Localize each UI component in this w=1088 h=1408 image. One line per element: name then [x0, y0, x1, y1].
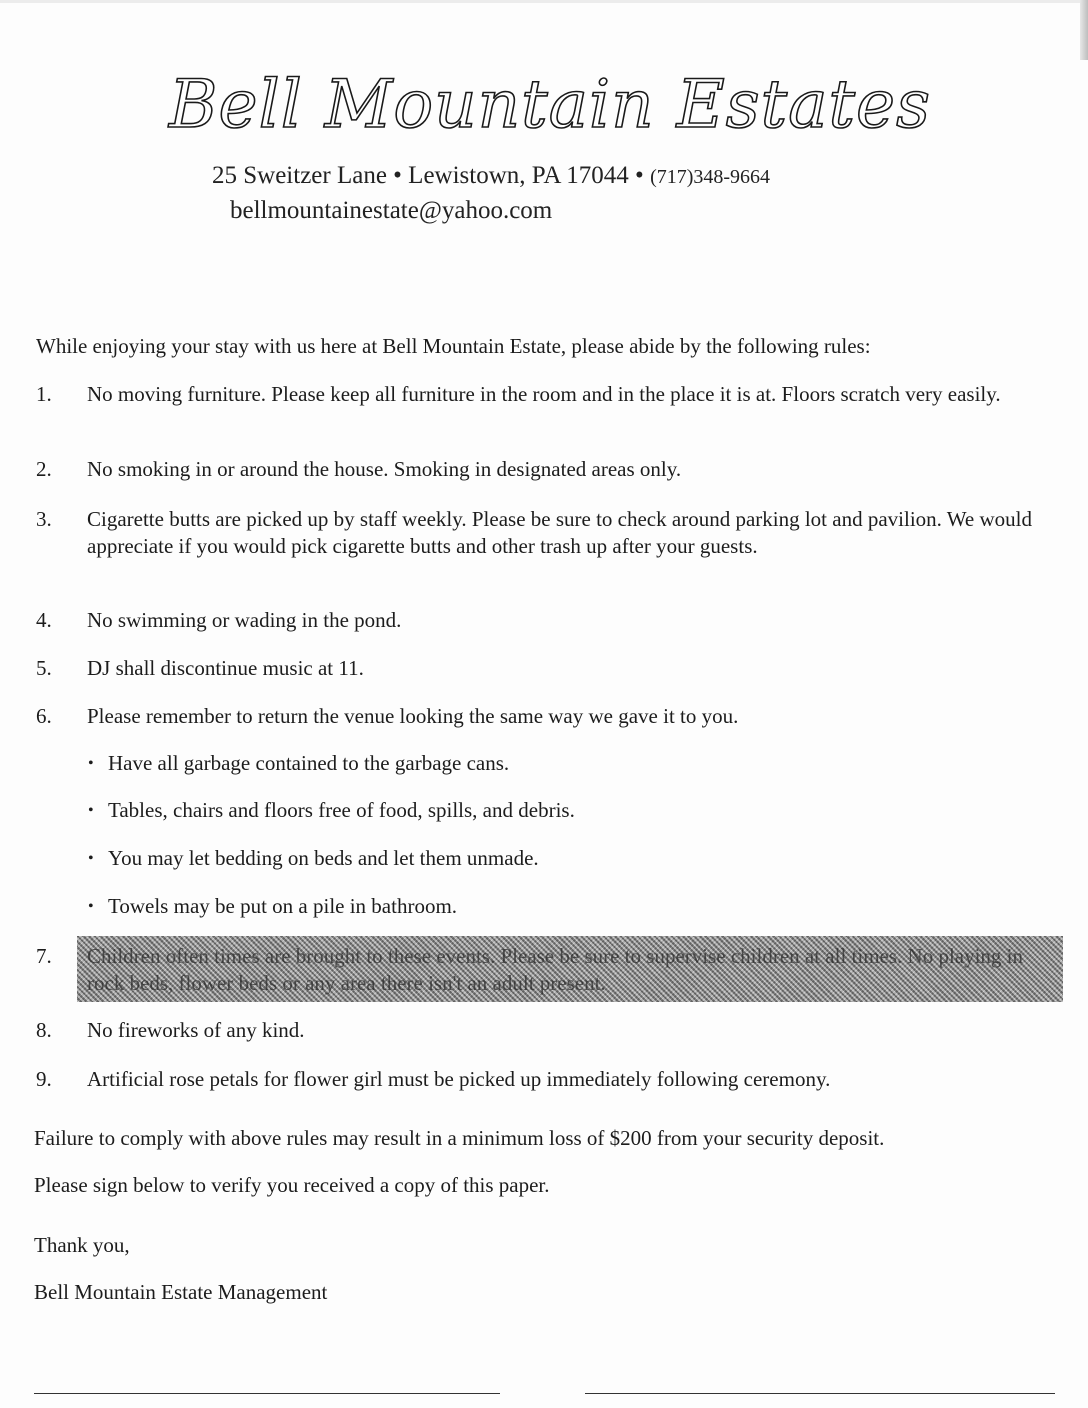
rule-text: No swimming or wading in the pond.: [87, 608, 402, 632]
signature-line-right: [585, 1393, 1055, 1395]
rule-text: Please remember to return the venue looking the same way we gave it to you.: [87, 704, 739, 728]
signature-block: Bell Mountain Estate Management: [34, 1280, 328, 1304]
scan-edge-right: [1080, 0, 1088, 60]
sub-list-item: [88, 894, 457, 919]
bullet-icon: •: [88, 898, 94, 915]
scan-edge-top: [0, 0, 1088, 3]
sub-item-text: Towels may be put on a pile in bathroom.: [108, 894, 458, 918]
bullet-icon: •: [88, 755, 94, 772]
rule-number: 4.: [36, 608, 52, 632]
rule-text: No smoking in or around the house. Smoking in designated areas only.: [87, 457, 682, 481]
address-text: 25 Sweitzer Lane • Lewistown, PA 17044 •: [212, 162, 644, 189]
sign-instruction: Please sign below to verify you received a copy of this paper.: [34, 1173, 550, 1197]
sub-item-text: Have all garbage contained to the garbage cans.: [108, 751, 510, 775]
rule-text: Artificial rose petals for flower girl must be picked up immediately following ceremony.: [87, 1067, 831, 1091]
sub-list-item: [88, 846, 539, 871]
rule-number: 2.: [36, 457, 52, 481]
rule-text: No fireworks of any kind.: [87, 1018, 305, 1042]
rule-number: 8.: [36, 1018, 52, 1042]
rule-number: 5.: [36, 656, 52, 680]
rule-number: 9.: [36, 1067, 52, 1091]
failure-notice: Failure to comply with above rules may result in a minimum loss of $200 from your security deposit.: [34, 1126, 885, 1150]
intro-paragraph: While enjoying your stay with us here at Bell Mountain Estate, please abide by the following rules:: [36, 334, 871, 358]
rule-text: DJ shall discontinue music at 11.: [87, 656, 364, 680]
rule-text: No moving furniture. Please keep all furniture in the room and in the place it is at. Floors scratch very easily.: [87, 382, 1001, 406]
phone-number: (717)348-9664: [650, 166, 771, 188]
letterhead-address: [212, 162, 770, 190]
bullet-icon: •: [88, 850, 94, 867]
signature-line-left: [34, 1393, 500, 1395]
rule-text: Children often times are brought to these events. Please be sure to supervise children at all times. No playing in rock beds, flower beds or any area there isn't an adult present.: [87, 944, 1024, 995]
email-address: bellmountainestate@yahoo.com: [230, 197, 553, 224]
letterhead-title: Bell Mountain Estates: [169, 66, 931, 143]
sub-item-text: Tables, chairs and floors free of food, spills, and debris.: [108, 798, 575, 822]
rule-number: 3.: [36, 507, 52, 531]
bullet-icon: •: [88, 802, 94, 819]
sub-list-item: [88, 798, 575, 823]
rule-number: 1.: [36, 382, 52, 406]
sub-item-text: You may let bedding on beds and let them unmade.: [108, 846, 539, 870]
sub-list-item: [88, 751, 509, 776]
rule-number: 6.: [36, 704, 52, 728]
rule-number: 7.: [36, 944, 52, 968]
closing-thanks: Thank you,: [34, 1233, 130, 1257]
rule-text: Cigarette butts are picked up by staff weekly. Please be sure to check around parking lot and pavilion. We would appreciate if you would pick cigarette butts and other trash up after your guests.: [87, 507, 1032, 558]
